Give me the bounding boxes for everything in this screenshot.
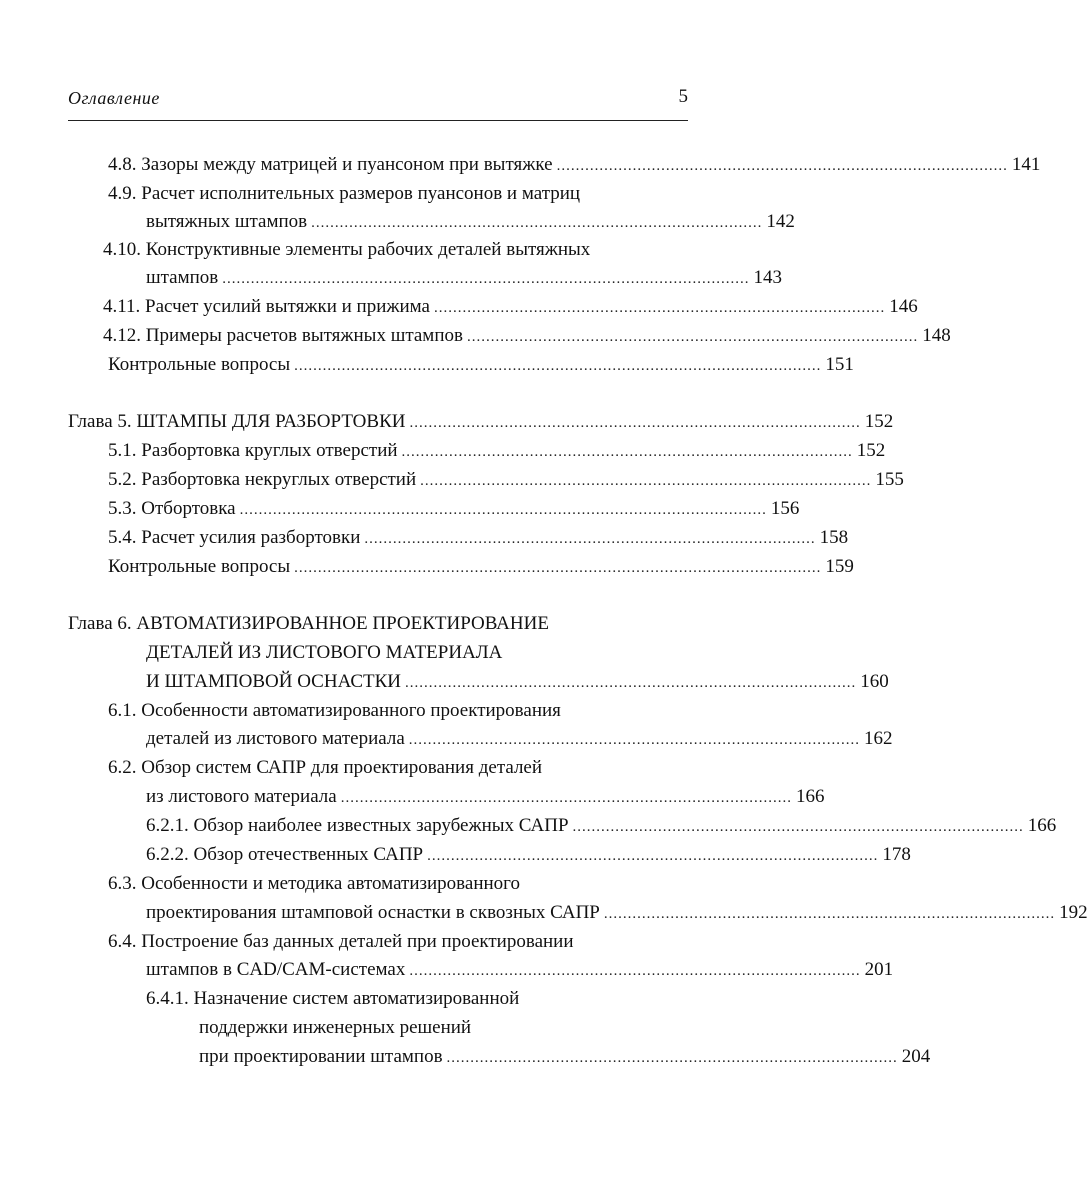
toc-entry: 4.12. Примеры расчетов вытяжных штампов ............................................................................................... 148 (103, 325, 951, 346)
toc-chapter: ДЕТАЛЕЙ ИЗ ЛИСТОВОГО МАТЕРИАЛА (146, 642, 503, 663)
toc-subentry: 6.2.1. Обзор наиболее известных зарубежных САПР ............................................................................................... 166 (146, 815, 1057, 836)
toc-chapter: Глава 5. ШТАМПЫ ДЛЯ РАЗБОРТОВКИ ............................................................................................... 152 (68, 411, 894, 432)
toc-entry: 6.1. Особенности автоматизированного проектирования (108, 700, 561, 721)
toc-entry: штампов ............................................................................................................... 143 (146, 267, 783, 288)
toc-subentry: 6.4.1. Назначение систем автоматизированной (146, 988, 520, 1009)
toc-entry: деталей из листового материала ............................................................................................... 162 (146, 728, 893, 749)
toc-entry: 5.1. Разбортовка круглых отверстий ............................................................................................... 152 (108, 440, 886, 461)
toc-entry: 4.11. Расчет усилий вытяжки и прижима ............................................................................................... 146 (103, 296, 918, 317)
toc-entry: проектирования штамповой оснастки в сквозных САПР ............................................................................................... 192 (146, 902, 1088, 923)
toc-entry: 5.2. Разбортовка некруглых отверстий ............................................................................................... 155 (108, 469, 904, 490)
toc-entry: 5.4. Расчет усилия разбортовки ............................................................................................... 158 (108, 527, 849, 548)
toc-entry: 4.8. Зазоры между матрицей и пуансоном при вытяжке ............................................................................................... 141 (108, 154, 1041, 175)
toc-entry: 6.4. Построение баз данных деталей при проектировании (108, 931, 574, 952)
header-page-number: 5 (678, 86, 688, 107)
toc-entry: 4.10. Конструктивные элементы рабочих деталей вытяжных (103, 239, 591, 260)
toc-entry: Контрольные вопросы ............................................................................................................... 159 (108, 556, 854, 577)
toc-entry: 6.3. Особенности и методика автоматизированного (108, 873, 520, 894)
toc-entry: штампов в CAD/CAM-системах ............................................................................................... 201 (146, 959, 894, 980)
toc-subentry: при проектировании штампов ............................................................................................... 204 (199, 1046, 931, 1067)
toc-entry: 6.2. Обзор систем САПР для проектирования деталей (108, 757, 543, 778)
toc-subentry: 6.2.2. Обзор отечественных САПР ............................................................................................... 178 (146, 844, 911, 865)
toc-entry: 4.9. Расчет исполнительных размеров пуансонов и матриц (108, 183, 581, 204)
toc-chapter: И ШТАМПОВОЙ ОСНАСТКИ ............................................................................................... 160 (146, 671, 889, 692)
toc-subentry: поддержки инженерных решений (199, 1017, 472, 1038)
toc-entry: из листового материала ............................................................................................... 166 (146, 786, 825, 807)
toc-entry: 5.3. Отбортовка ............................................................................................................... 156 (108, 498, 800, 519)
header-title: Оглавление (68, 88, 160, 108)
toc-entry: вытяжных штампов ............................................................................................... 142 (146, 211, 795, 232)
toc-entry: Контрольные вопросы ............................................................................................................... 151 (108, 354, 854, 375)
toc-chapter: Глава 6. АВТОМАТИЗИРОВАННОЕ ПРОЕКТИРОВАНИЕ (68, 613, 549, 634)
running-header (68, 86, 688, 121)
